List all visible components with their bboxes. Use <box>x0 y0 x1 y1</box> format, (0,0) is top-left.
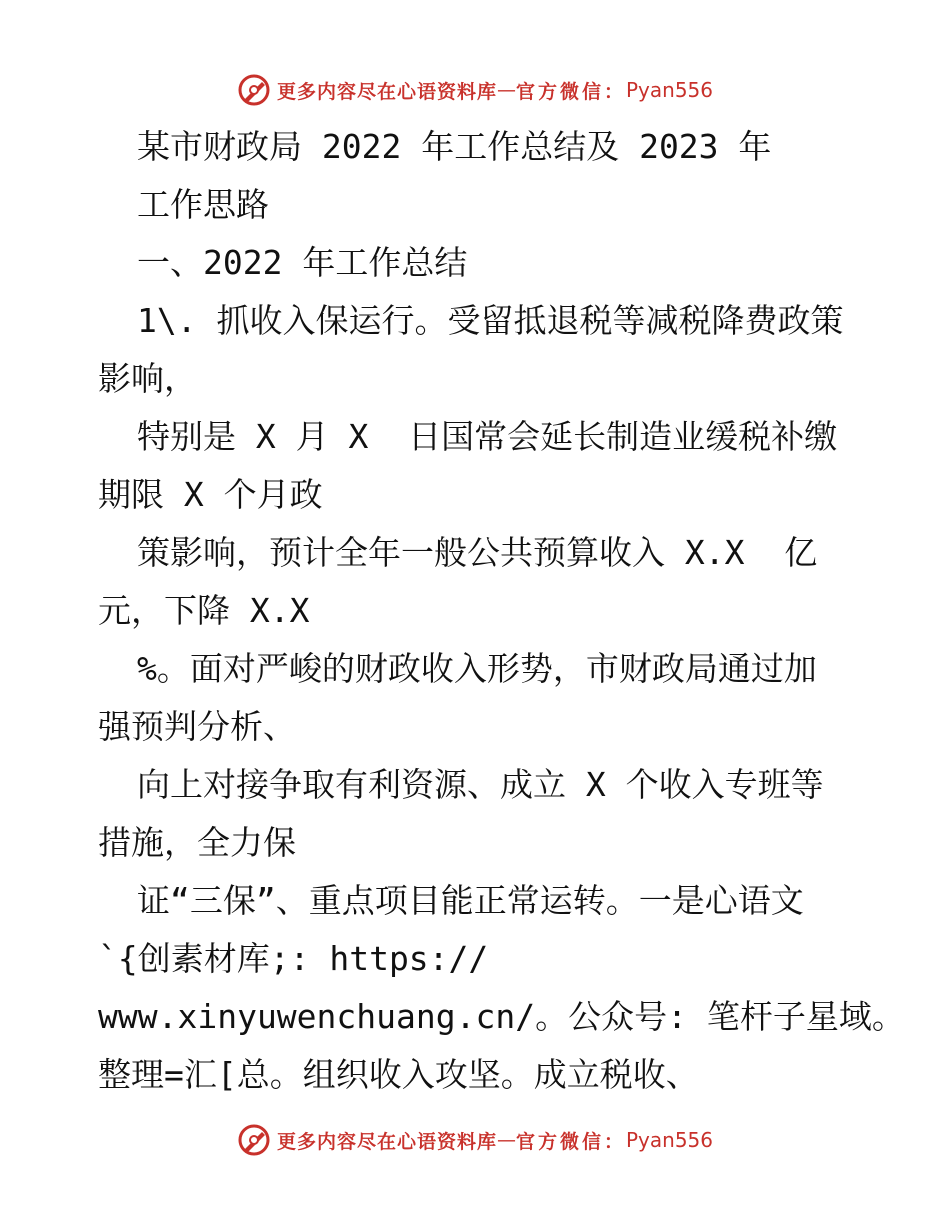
body-line: 影响， <box>98 359 197 398</box>
body-line: 特别是 X 月 X 日国常会延长制造业缓税补缴 <box>137 417 838 456</box>
body-line: www.xinyuwenchuang.cn/。公众号: 笔杆子星域。 <box>98 997 905 1036</box>
banner-main-text: 更多内容尽在心语资料库 <box>276 80 497 103</box>
body-line: 策影响，预计全年一般公共预算收入 X.X 亿 <box>137 533 818 572</box>
banner-wechat-label: 官方微信： <box>515 80 626 103</box>
body-line: 向上对接争取有利资源、成立 X 个收入专班等 <box>137 765 824 804</box>
body-line: %。面对严峻的财政收入形势，市财政局通过加 <box>137 649 817 688</box>
banner-wechat-label: 官方微信： <box>515 1130 626 1153</box>
banner-dash: — <box>496 79 516 101</box>
body-line: 元，下降 X.X <box>98 591 310 630</box>
banner-wechat-id: Pyan556 <box>626 78 714 102</box>
body-line: 措施，全力保 <box>98 823 296 862</box>
banner-main-text: 更多内容尽在心语资料库 <box>276 1130 497 1153</box>
footer-watermark-banner <box>0 1120 950 1160</box>
document-title-line-1: 某市财政局 2022 年工作总结及 2023 年 <box>137 127 772 166</box>
body-line: 1\. 抓收入保运行。受留抵退税等减税降费政策 <box>137 301 844 340</box>
banner-wechat-id: Pyan556 <box>626 1128 714 1152</box>
body-line: 整理=汇[总。组织收入攻坚。成立税收、 <box>98 1055 699 1094</box>
banner-dash: — <box>496 1129 516 1151</box>
body-line: 强预判分析、 <box>98 707 296 746</box>
body-line: 期限 X 个月政 <box>98 475 323 514</box>
pen-logo-icon <box>237 1123 271 1157</box>
body-line: 一、2022 年工作总结 <box>137 243 468 282</box>
body-line: 证“三保”、重点项目能正常运转。一是心语文 <box>137 881 804 920</box>
document-title-line-2: 工作思路 <box>137 185 269 224</box>
body-line: `{创素材库;: https:// <box>98 939 489 978</box>
